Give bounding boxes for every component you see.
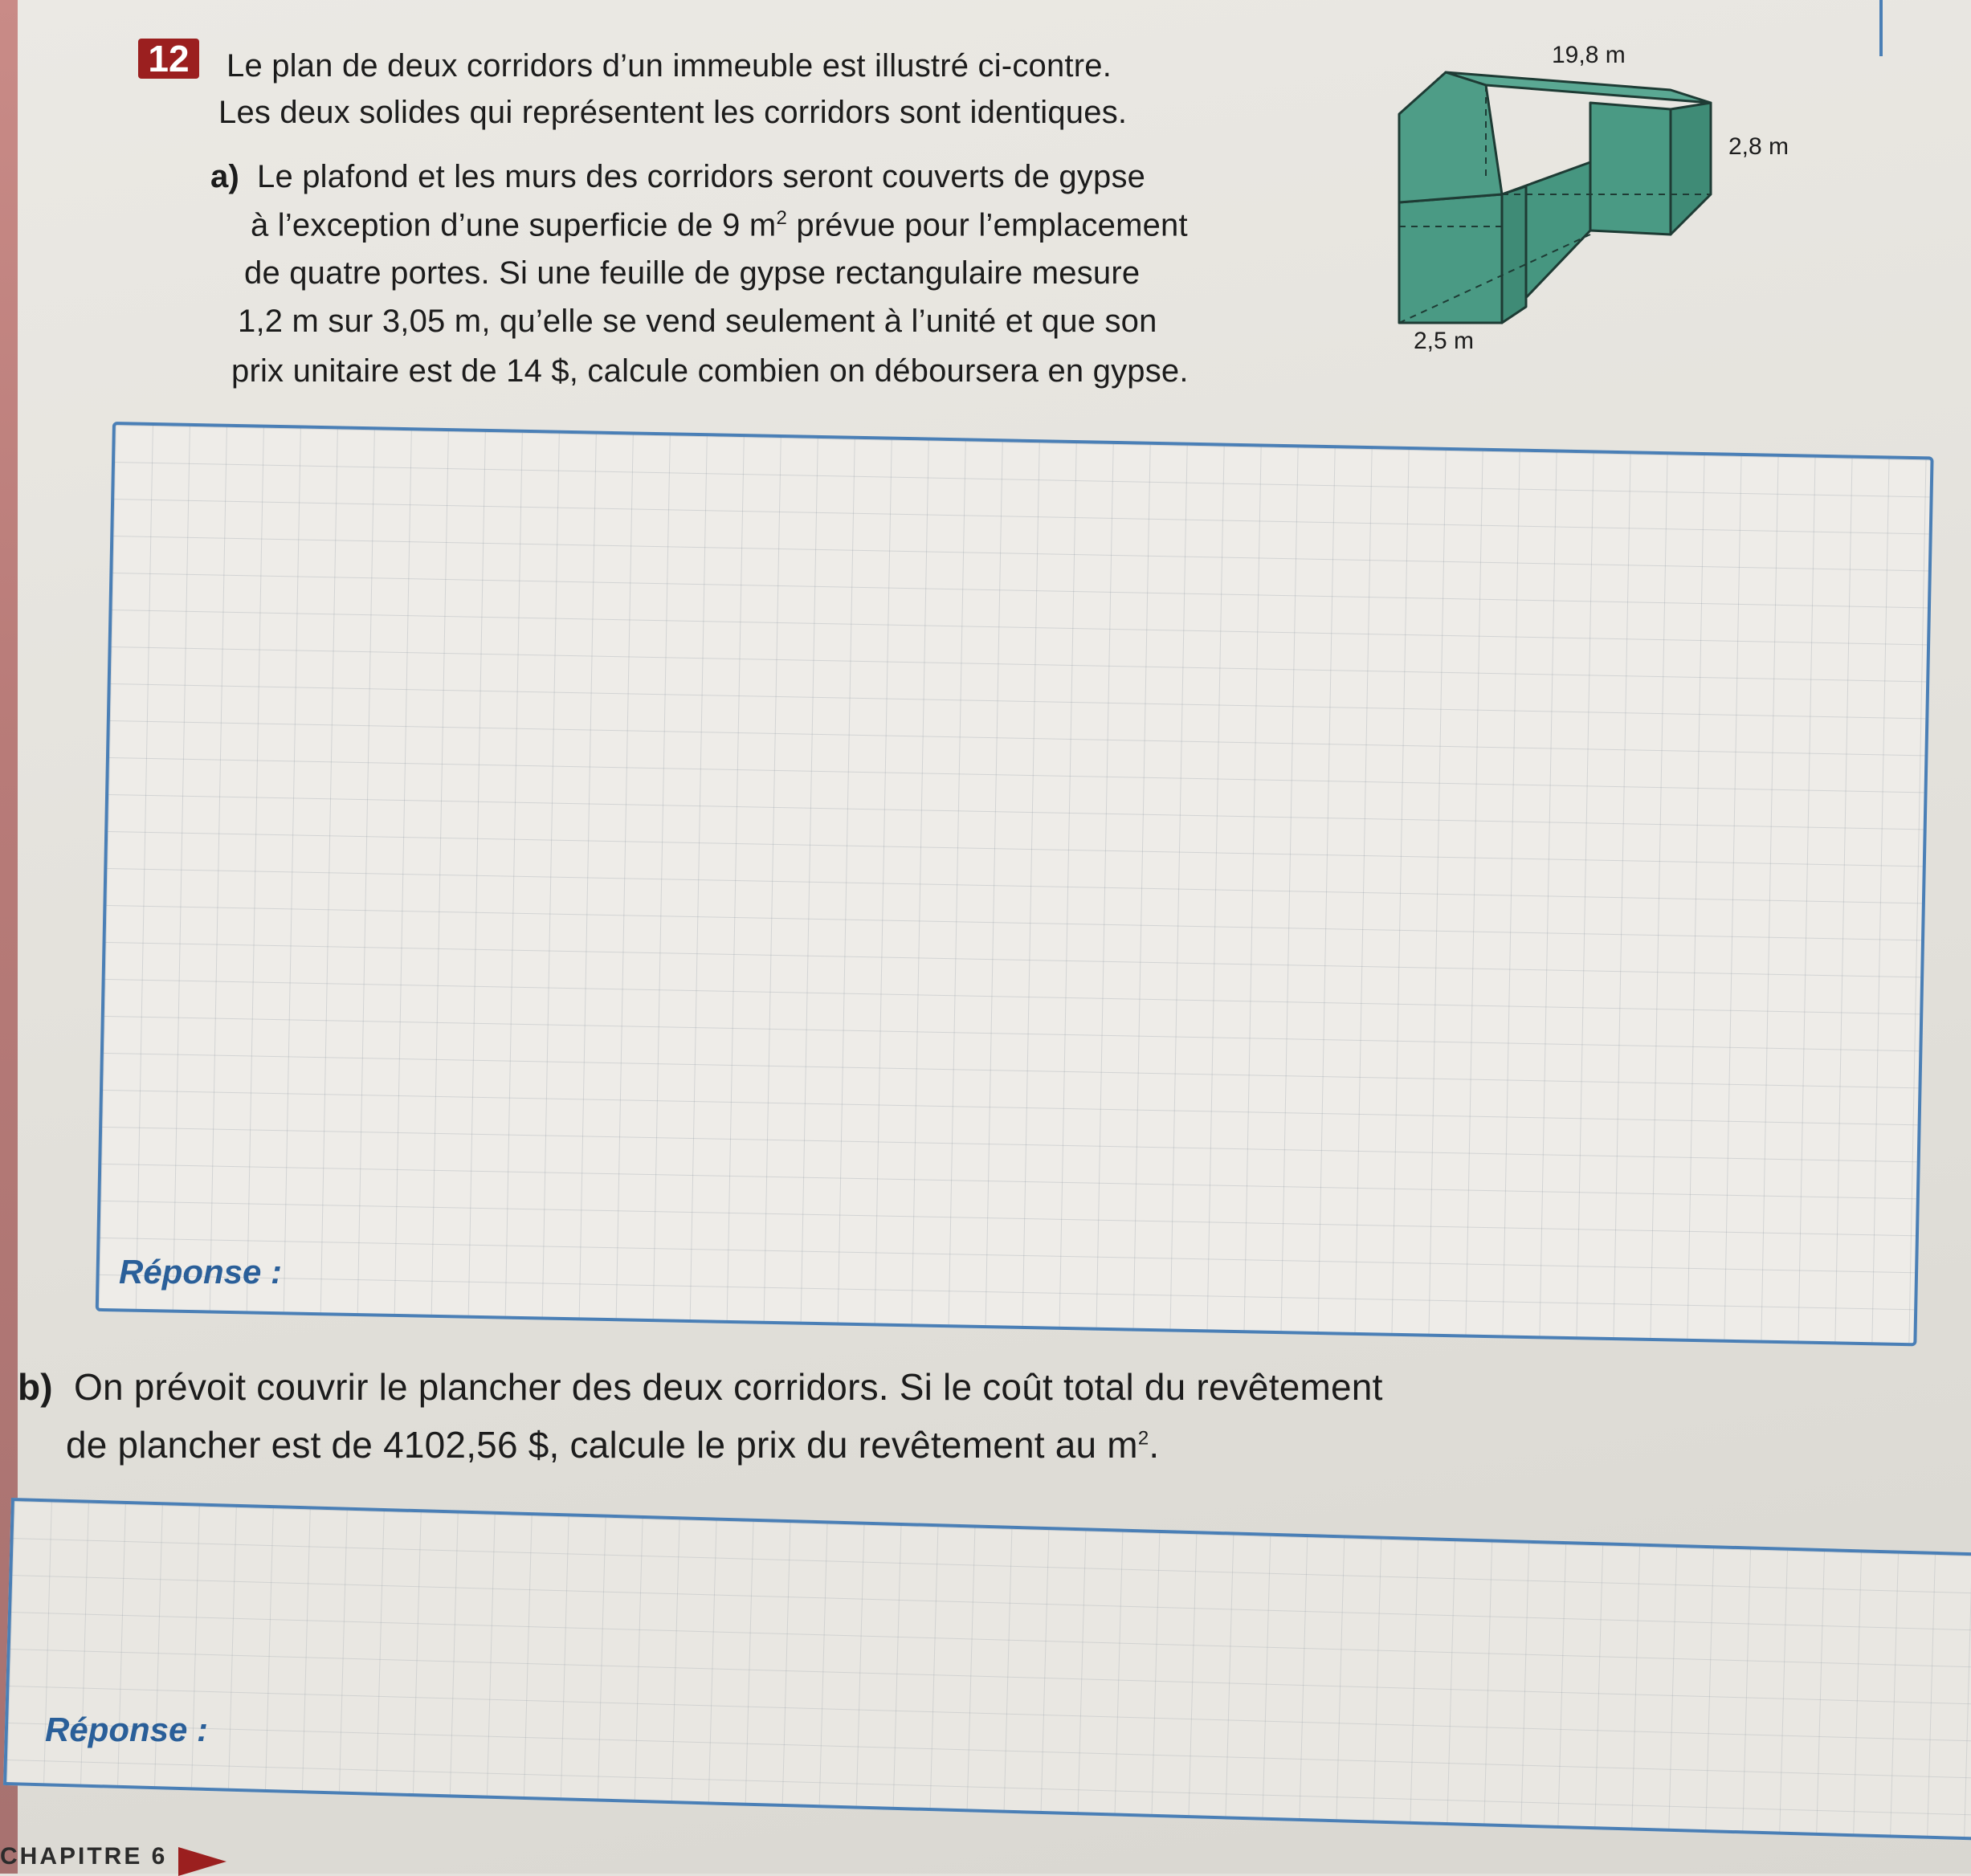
question-a-line-2-text: à l’exception d’une superficie de 9 m bbox=[251, 207, 777, 243]
length-dimension-label: 19,8 m bbox=[1552, 42, 1626, 68]
problem-intro-line-1: Le plan de deux corridors d’un immeuble est illustré ci-contre. bbox=[226, 48, 1112, 84]
right-box-front bbox=[1590, 103, 1671, 234]
superscript-2: 2 bbox=[776, 207, 788, 229]
right-box-side bbox=[1671, 103, 1711, 234]
height-dimension-label: 2,8 m bbox=[1728, 133, 1789, 160]
answer-label-b: Réponse : bbox=[45, 1711, 209, 1748]
problem-number-badge: 12 bbox=[138, 39, 199, 79]
question-a-line-2 bbox=[251, 207, 1188, 243]
footer-arrow-icon bbox=[178, 1847, 226, 1876]
question-a-label: a) bbox=[210, 159, 239, 194]
left-box-side bbox=[1502, 186, 1526, 323]
question-b-label: b) bbox=[18, 1366, 53, 1408]
front-face-tall bbox=[1399, 194, 1502, 323]
question-a-line-5: prix unitaire est de 14 $, calcule combien on déboursera en gypse. bbox=[231, 353, 1189, 389]
question-b-line-1: On prévoit couvrir le plancher des deux corridors. Si le coût total du revêtement bbox=[74, 1366, 1383, 1408]
question-a-line-4: 1,2 m sur 3,05 m, qu’elle se vend seulement à l’unité et que son bbox=[238, 304, 1157, 339]
width-dimension-label: 2,5 m bbox=[1414, 328, 1475, 354]
question-a-line-1: Le plafond et les murs des corridors seront couverts de gypse bbox=[257, 159, 1146, 194]
corridor-solid-diagram bbox=[1398, 66, 1735, 331]
question-a-line-3: de quatre portes. Si une feuille de gypse rectangulaire mesure bbox=[244, 255, 1141, 291]
answer-grid-a[interactable] bbox=[96, 422, 1934, 1346]
question-b-line-2-text: de plancher est de 4102,56 $, calcule le prix du revêtement au m bbox=[66, 1424, 1138, 1466]
question-a-line-2-rest: prévue pour l’emplacement bbox=[787, 207, 1188, 243]
chapter-footer: CHAPITRE 6 bbox=[0, 1843, 168, 1870]
problem-intro-line-2: Les deux solides qui représentent les corridors sont identiques. bbox=[218, 95, 1128, 130]
question-b-line-2-rest: . bbox=[1149, 1424, 1160, 1466]
answer-label-a: Réponse : bbox=[119, 1253, 283, 1291]
superscript-2: 2 bbox=[1137, 1427, 1149, 1450]
corridor-solid-faces bbox=[1399, 72, 1711, 323]
answer-grid-b[interactable] bbox=[3, 1498, 1971, 1841]
question-b-line-2 bbox=[66, 1423, 1159, 1466]
